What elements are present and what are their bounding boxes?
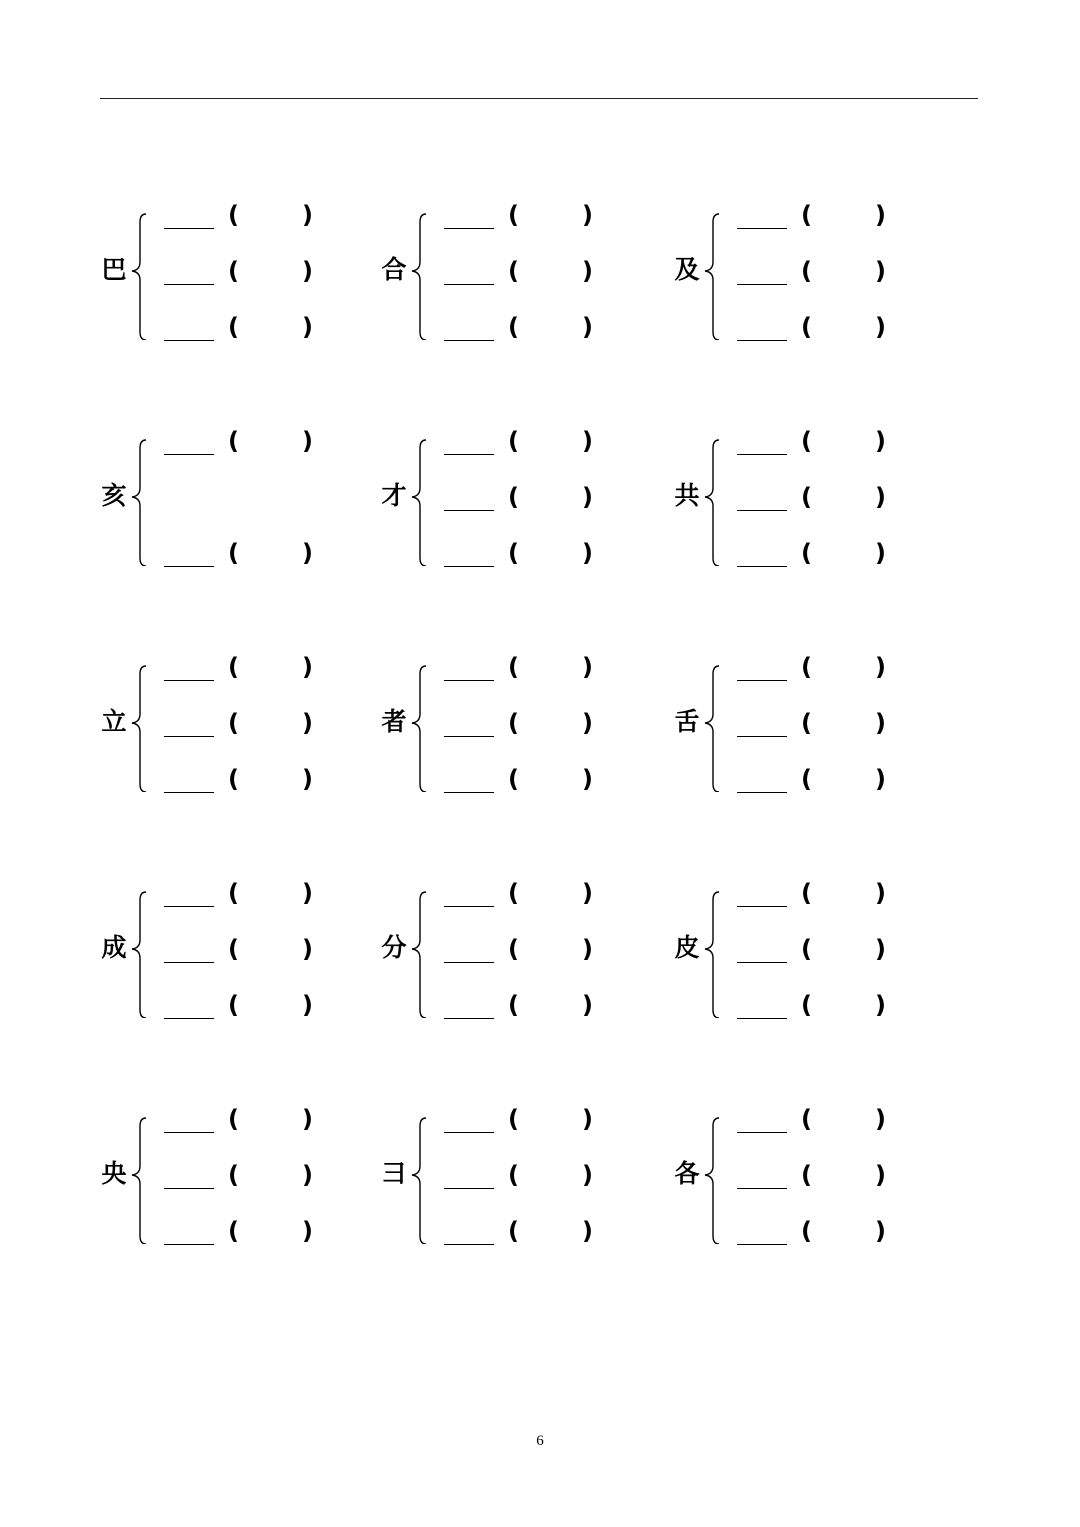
answer-row <box>430 1216 610 1256</box>
open-paren: ( <box>228 879 239 907</box>
answer-row <box>430 934 610 974</box>
character-group <box>671 1104 901 1244</box>
word-blank[interactable] <box>737 566 787 567</box>
word-blank[interactable] <box>164 906 214 907</box>
close-paren: ) <box>875 313 886 341</box>
open-paren: ( <box>508 879 519 907</box>
close-paren: ) <box>302 935 313 963</box>
curly-brace <box>404 200 430 340</box>
open-paren: ( <box>228 201 239 229</box>
answer-row <box>723 1160 903 1200</box>
answer-row <box>150 200 330 240</box>
close-paren: ) <box>582 653 593 681</box>
character-group <box>98 652 328 792</box>
word-blank[interactable] <box>164 566 214 567</box>
open-paren: ( <box>228 1217 239 1245</box>
answer-row <box>723 708 903 748</box>
open-paren: ( <box>228 257 239 285</box>
character-group <box>98 200 328 340</box>
close-paren: ) <box>875 991 886 1019</box>
open-paren: ( <box>228 313 239 341</box>
answer-row <box>723 312 903 352</box>
answer-row <box>723 200 903 240</box>
answer-row <box>430 1160 610 1200</box>
answer-row <box>723 538 903 578</box>
answer-row <box>150 1216 330 1256</box>
open-paren: ( <box>801 709 812 737</box>
character-group <box>98 1104 328 1244</box>
answer-row <box>430 538 610 578</box>
open-paren: ( <box>228 991 239 1019</box>
target-character: 者 <box>381 707 407 736</box>
close-paren: ) <box>302 765 313 793</box>
character-group <box>378 426 608 566</box>
curly-brace <box>404 1104 430 1244</box>
word-blank[interactable] <box>444 680 494 681</box>
close-paren: ) <box>875 709 886 737</box>
target-character: 舌 <box>674 707 700 736</box>
answer-row <box>723 482 903 522</box>
close-paren: ) <box>582 991 593 1019</box>
close-paren: ) <box>875 257 886 285</box>
character-group <box>378 200 608 340</box>
close-paren: ) <box>582 1217 593 1245</box>
word-blank[interactable] <box>164 792 214 793</box>
close-paren: ) <box>875 201 886 229</box>
target-character: 分 <box>381 933 407 962</box>
close-paren: ) <box>875 653 886 681</box>
open-paren: ( <box>228 765 239 793</box>
open-paren: ( <box>801 483 812 511</box>
close-paren: ) <box>875 539 886 567</box>
word-blank[interactable] <box>737 510 787 511</box>
word-blank[interactable] <box>444 1018 494 1019</box>
open-paren: ( <box>228 539 239 567</box>
close-paren: ) <box>582 1105 593 1133</box>
close-paren: ) <box>302 1161 313 1189</box>
close-paren: ) <box>582 539 593 567</box>
answer-row <box>430 764 610 804</box>
word-blank[interactable] <box>164 1018 214 1019</box>
close-paren: ) <box>875 1161 886 1189</box>
answer-row <box>430 312 610 352</box>
close-paren: ) <box>582 935 593 963</box>
curly-brace <box>404 426 430 566</box>
word-blank[interactable] <box>444 1188 494 1189</box>
page-number: 6 <box>536 1433 544 1449</box>
curly-brace <box>697 652 723 792</box>
open-paren: ( <box>801 991 812 1019</box>
close-paren: ) <box>302 1105 313 1133</box>
open-paren: ( <box>228 1161 239 1189</box>
curly-brace <box>404 878 430 1018</box>
word-blank[interactable] <box>737 736 787 737</box>
open-paren: ( <box>508 653 519 681</box>
curly-brace <box>697 878 723 1018</box>
close-paren: ) <box>582 1161 593 1189</box>
word-blank[interactable] <box>164 454 214 455</box>
answer-row <box>150 708 330 748</box>
character-group <box>378 1104 608 1244</box>
open-paren: ( <box>801 201 812 229</box>
character-group <box>98 878 328 1018</box>
answer-row <box>150 538 330 578</box>
answer-row <box>430 482 610 522</box>
close-paren: ) <box>302 653 313 681</box>
answer-row <box>430 990 610 1030</box>
word-blank[interactable] <box>737 792 787 793</box>
target-character: 央 <box>101 1159 127 1188</box>
target-character: 亥 <box>101 481 127 510</box>
open-paren: ( <box>228 427 239 455</box>
open-paren: ( <box>801 539 812 567</box>
answer-row <box>723 1104 903 1144</box>
word-blank[interactable] <box>444 340 494 341</box>
word-blank[interactable] <box>164 680 214 681</box>
answer-row <box>430 878 610 918</box>
open-paren: ( <box>801 1161 812 1189</box>
answer-row <box>150 764 330 804</box>
open-paren: ( <box>508 991 519 1019</box>
close-paren: ) <box>302 709 313 737</box>
open-paren: ( <box>508 539 519 567</box>
answer-row <box>723 426 903 466</box>
word-blank[interactable] <box>737 680 787 681</box>
word-blank[interactable] <box>164 962 214 963</box>
character-group <box>671 200 901 340</box>
answer-row <box>150 1160 330 1200</box>
word-blank[interactable] <box>444 454 494 455</box>
character-group <box>378 652 608 792</box>
close-paren: ) <box>582 879 593 907</box>
open-paren: ( <box>508 709 519 737</box>
close-paren: ) <box>302 991 313 1019</box>
word-blank[interactable] <box>737 1018 787 1019</box>
word-blank[interactable] <box>737 1132 787 1133</box>
open-paren: ( <box>801 879 812 907</box>
character-group <box>671 426 901 566</box>
open-paren: ( <box>801 1105 812 1133</box>
word-blank[interactable] <box>737 228 787 229</box>
open-paren: ( <box>228 653 239 681</box>
target-character: 各 <box>674 1159 700 1188</box>
word-blank[interactable] <box>737 1244 787 1245</box>
header-rule <box>100 98 978 99</box>
curly-brace <box>404 652 430 792</box>
target-character: 彐 <box>381 1159 407 1188</box>
answer-row <box>150 1104 330 1144</box>
open-paren: ( <box>508 1105 519 1133</box>
close-paren: ) <box>582 483 593 511</box>
open-paren: ( <box>508 765 519 793</box>
close-paren: ) <box>302 539 313 567</box>
answer-row <box>723 652 903 692</box>
answer-row <box>723 256 903 296</box>
curly-brace <box>124 426 150 566</box>
word-blank[interactable] <box>737 962 787 963</box>
open-paren: ( <box>508 935 519 963</box>
open-paren: ( <box>508 313 519 341</box>
open-paren: ( <box>228 709 239 737</box>
close-paren: ) <box>582 257 593 285</box>
close-paren: ) <box>302 201 313 229</box>
close-paren: ) <box>302 427 313 455</box>
word-blank[interactable] <box>444 792 494 793</box>
answer-row <box>150 990 330 1030</box>
open-paren: ( <box>508 483 519 511</box>
close-paren: ) <box>875 1105 886 1133</box>
open-paren: ( <box>508 427 519 455</box>
open-paren: ( <box>801 935 812 963</box>
answer-row <box>723 934 903 974</box>
close-paren: ) <box>302 879 313 907</box>
answer-row <box>150 312 330 352</box>
word-blank[interactable] <box>737 454 787 455</box>
word-blank[interactable] <box>444 228 494 229</box>
close-paren: ) <box>582 765 593 793</box>
open-paren: ( <box>228 1105 239 1133</box>
open-paren: ( <box>508 257 519 285</box>
word-blank[interactable] <box>164 1188 214 1189</box>
target-character: 及 <box>674 255 700 284</box>
target-character: 才 <box>381 481 407 510</box>
open-paren: ( <box>801 427 812 455</box>
curly-brace <box>697 200 723 340</box>
word-blank[interactable] <box>164 1244 214 1245</box>
target-character: 合 <box>381 255 407 284</box>
close-paren: ) <box>875 427 886 455</box>
open-paren: ( <box>508 201 519 229</box>
open-paren: ( <box>508 1217 519 1245</box>
close-paren: ) <box>875 765 886 793</box>
character-group <box>98 426 328 566</box>
close-paren: ) <box>582 313 593 341</box>
close-paren: ) <box>875 483 886 511</box>
target-character: 共 <box>674 481 700 510</box>
word-blank[interactable] <box>164 1132 214 1133</box>
character-group <box>671 878 901 1018</box>
close-paren: ) <box>875 935 886 963</box>
open-paren: ( <box>801 653 812 681</box>
answer-row <box>150 934 330 974</box>
open-paren: ( <box>801 1217 812 1245</box>
answer-row <box>723 764 903 804</box>
answer-row <box>430 1104 610 1144</box>
close-paren: ) <box>875 879 886 907</box>
answer-row <box>723 878 903 918</box>
answer-row <box>430 708 610 748</box>
word-blank[interactable] <box>444 962 494 963</box>
target-character: 成 <box>101 933 127 962</box>
curly-brace <box>124 878 150 1018</box>
word-blank[interactable] <box>444 284 494 285</box>
character-group <box>671 652 901 792</box>
word-blank[interactable] <box>444 1244 494 1245</box>
curly-brace <box>124 1104 150 1244</box>
character-group <box>378 878 608 1018</box>
word-blank[interactable] <box>444 510 494 511</box>
curly-brace <box>697 426 723 566</box>
target-character: 立 <box>101 707 127 736</box>
answer-row <box>430 426 610 466</box>
open-paren: ( <box>228 935 239 963</box>
word-blank[interactable] <box>444 736 494 737</box>
word-blank[interactable] <box>737 284 787 285</box>
close-paren: ) <box>302 257 313 285</box>
close-paren: ) <box>582 427 593 455</box>
word-blank[interactable] <box>164 736 214 737</box>
curly-brace <box>124 200 150 340</box>
target-character: 巴 <box>101 255 127 284</box>
word-blank[interactable] <box>164 284 214 285</box>
answer-row <box>430 256 610 296</box>
word-blank[interactable] <box>737 906 787 907</box>
answer-row <box>723 1216 903 1256</box>
close-paren: ) <box>875 1217 886 1245</box>
word-blank[interactable] <box>444 1132 494 1133</box>
close-paren: ) <box>302 313 313 341</box>
word-blank[interactable] <box>444 566 494 567</box>
word-blank[interactable] <box>737 340 787 341</box>
open-paren: ( <box>801 257 812 285</box>
word-blank[interactable] <box>164 340 214 341</box>
curly-brace <box>697 1104 723 1244</box>
close-paren: ) <box>582 201 593 229</box>
word-blank[interactable] <box>164 228 214 229</box>
answer-row <box>150 878 330 918</box>
word-blank[interactable] <box>737 1188 787 1189</box>
answer-row <box>723 990 903 1030</box>
open-paren: ( <box>508 1161 519 1189</box>
close-paren: ) <box>302 1217 313 1245</box>
answer-row <box>150 426 330 466</box>
answer-row <box>150 256 330 296</box>
answer-row <box>430 652 610 692</box>
open-paren: ( <box>801 313 812 341</box>
open-paren: ( <box>801 765 812 793</box>
curly-brace <box>124 652 150 792</box>
word-blank[interactable] <box>444 906 494 907</box>
answer-row <box>430 200 610 240</box>
close-paren: ) <box>582 709 593 737</box>
answer-row <box>150 652 330 692</box>
target-character: 皮 <box>674 933 700 962</box>
